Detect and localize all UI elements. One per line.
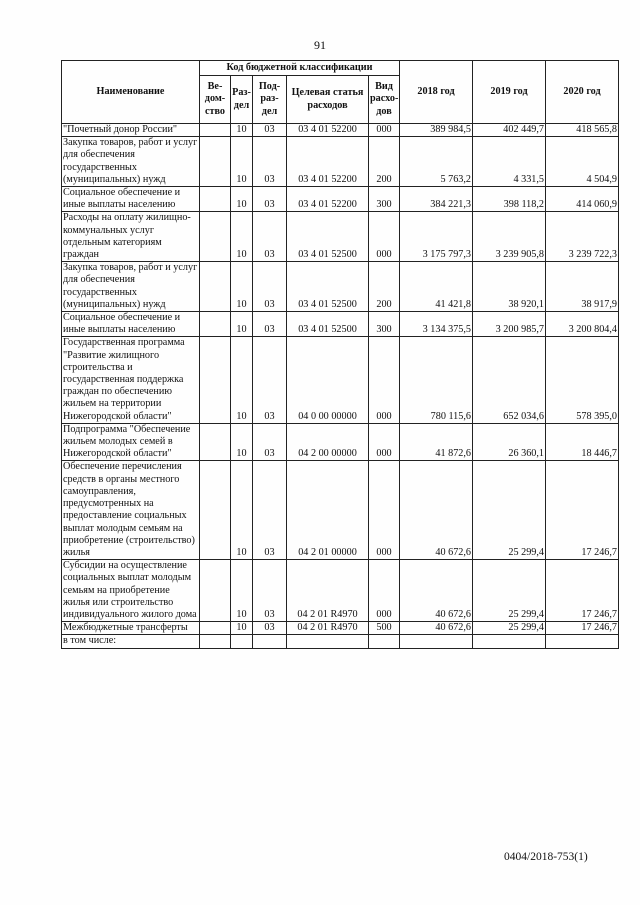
row-value-2020: 17 246,7 [546, 622, 619, 635]
row-subsection: 03 [253, 461, 287, 560]
header-classification-group: Код бюджетной классификации [200, 61, 400, 76]
header-expense-type: Вид расхо- дов [369, 76, 400, 124]
row-value-2020: 3 239 722,3 [546, 212, 619, 262]
row-value-2019: 3 239 905,8 [473, 212, 546, 262]
row-value-2018: 389 984,5 [400, 124, 473, 137]
row-subsection: 03 [253, 622, 287, 635]
row-value-2019: 402 449,7 [473, 124, 546, 137]
row-section: 10 [231, 560, 253, 622]
row-value-2020: 18 446,7 [546, 423, 619, 461]
row-section: 10 [231, 124, 253, 137]
row-target-article: 04 0 00 00000 [287, 337, 369, 423]
table-row [62, 124, 619, 137]
table-row [62, 560, 619, 622]
row-value-2020: 418 565,8 [546, 124, 619, 137]
row-subsection: 03 [253, 187, 287, 212]
row-name: Социальное обеспечение и иные выплаты населению [62, 312, 200, 337]
header-year-2019: 2019 год [473, 61, 546, 124]
row-expense-type [369, 635, 400, 648]
table-row [62, 423, 619, 461]
row-expense-type: 500 [369, 622, 400, 635]
row-section: 10 [231, 312, 253, 337]
row-subsection: 03 [253, 262, 287, 312]
header-subsection: Под- раз- дел [253, 76, 287, 124]
table-row [62, 635, 619, 648]
row-value-2020: 578 395,0 [546, 337, 619, 423]
row-department [200, 622, 231, 635]
row-value-2020: 17 246,7 [546, 461, 619, 560]
budget-table [61, 60, 619, 649]
row-value-2018: 3 134 375,5 [400, 312, 473, 337]
row-department [200, 137, 231, 187]
row-department [200, 423, 231, 461]
row-department [200, 124, 231, 137]
row-subsection: 03 [253, 560, 287, 622]
header-section: Раз- дел [231, 76, 253, 124]
row-section: 10 [231, 461, 253, 560]
header-name: Наименование [62, 61, 200, 124]
row-name: Обеспечение перечисления средств в органы местного самоуправления, предусмотренных на предоставление социальных выплат молодым семьям на приобретение (строительство) жилья [62, 461, 200, 560]
row-subsection: 03 [253, 312, 287, 337]
table-row [62, 312, 619, 337]
row-department [200, 262, 231, 312]
row-name: Закупка товаров, работ и услуг для обеспечения государственных (муниципальных) нужд [62, 262, 200, 312]
row-target-article [287, 635, 369, 648]
header-target-article: Целевая статья расходов [287, 76, 369, 124]
row-expense-type: 200 [369, 262, 400, 312]
row-department [200, 560, 231, 622]
row-value-2018: 40 672,6 [400, 461, 473, 560]
row-name: Социальное обеспечение и иные выплаты населению [62, 187, 200, 212]
row-expense-type: 000 [369, 337, 400, 423]
row-target-article: 04 2 01 R4970 [287, 560, 369, 622]
row-value-2019: 652 034,6 [473, 337, 546, 423]
row-subsection: 03 [253, 212, 287, 262]
header-year-2018: 2018 год [400, 61, 473, 124]
table-row [62, 622, 619, 635]
table-row [62, 337, 619, 423]
row-subsection: 03 [253, 124, 287, 137]
row-value-2018: 40 672,6 [400, 560, 473, 622]
row-expense-type: 300 [369, 312, 400, 337]
page-number: 91 [314, 38, 326, 52]
document-code: 0404/2018-753(1) [504, 851, 588, 863]
row-section: 10 [231, 622, 253, 635]
table-row [62, 187, 619, 212]
row-subsection: 03 [253, 137, 287, 187]
row-value-2019: 398 118,2 [473, 187, 546, 212]
row-value-2019: 26 360,1 [473, 423, 546, 461]
row-value-2019: 3 200 985,7 [473, 312, 546, 337]
row-section: 10 [231, 212, 253, 262]
row-section: 10 [231, 337, 253, 423]
row-value-2020: 17 246,7 [546, 560, 619, 622]
row-expense-type: 300 [369, 187, 400, 212]
row-value-2019: 25 299,4 [473, 560, 546, 622]
row-target-article: 03 4 01 52500 [287, 212, 369, 262]
row-name: Закупка товаров, работ и услуг для обеспечения государственных (муниципальных) нужд [62, 137, 200, 187]
row-target-article: 03 4 01 52500 [287, 262, 369, 312]
header-year-2020: 2020 год [546, 61, 619, 124]
row-value-2018: 5 763,2 [400, 137, 473, 187]
row-name: в том числе: [62, 635, 200, 648]
row-department [200, 187, 231, 212]
row-value-2018: 41 872,6 [400, 423, 473, 461]
table-row [62, 262, 619, 312]
row-value-2018: 384 221,3 [400, 187, 473, 212]
row-value-2020: 4 504,9 [546, 137, 619, 187]
row-subsection: 03 [253, 337, 287, 423]
row-target-article: 03 4 01 52200 [287, 187, 369, 212]
row-name: Субсидии на осуществление социальных выплат молодым семьям на приобретение жилья или строительство индивидуального жилого дома [62, 560, 200, 622]
row-target-article: 03 4 01 52200 [287, 124, 369, 137]
row-value-2020 [546, 635, 619, 648]
row-name: "Почетный донор России" [62, 124, 200, 137]
row-department [200, 635, 231, 648]
row-value-2020: 38 917,9 [546, 262, 619, 312]
row-value-2020: 414 060,9 [546, 187, 619, 212]
row-expense-type: 000 [369, 461, 400, 560]
row-target-article: 04 2 01 00000 [287, 461, 369, 560]
row-value-2019: 25 299,4 [473, 461, 546, 560]
row-target-article: 03 4 01 52500 [287, 312, 369, 337]
row-expense-type: 000 [369, 124, 400, 137]
row-expense-type: 000 [369, 423, 400, 461]
row-value-2018: 40 672,6 [400, 622, 473, 635]
row-value-2018: 780 115,6 [400, 337, 473, 423]
row-section: 10 [231, 262, 253, 312]
row-name: Государственная программа "Развитие жилищного строительства и государственная поддержка граждан по обеспечению жильем на территории Нижегородской области" [62, 337, 200, 423]
row-target-article: 04 2 01 R4970 [287, 622, 369, 635]
row-value-2018: 41 421,8 [400, 262, 473, 312]
row-department [200, 312, 231, 337]
row-value-2018: 3 175 797,3 [400, 212, 473, 262]
row-expense-type: 000 [369, 212, 400, 262]
row-section: 10 [231, 423, 253, 461]
row-value-2019 [473, 635, 546, 648]
row-value-2019: 38 920,1 [473, 262, 546, 312]
row-section: 10 [231, 187, 253, 212]
row-section: 10 [231, 137, 253, 187]
row-value-2019: 4 331,5 [473, 137, 546, 187]
row-target-article: 03 4 01 52200 [287, 137, 369, 187]
row-name: Расходы на оплату жилищно-коммунальных услуг отдельным категориям граждан [62, 212, 200, 262]
row-name: Межбюджетные трансферты [62, 622, 200, 635]
table-row [62, 212, 619, 262]
row-section [231, 635, 253, 648]
row-department [200, 337, 231, 423]
row-department [200, 212, 231, 262]
row-target-article: 04 2 00 00000 [287, 423, 369, 461]
row-subsection [253, 635, 287, 648]
row-subsection: 03 [253, 423, 287, 461]
header-department: Ве- дом- ство [200, 76, 231, 124]
table-row [62, 137, 619, 187]
table-row [62, 461, 619, 560]
row-value-2019: 25 299,4 [473, 622, 546, 635]
row-expense-type: 200 [369, 137, 400, 187]
row-name: Подпрограмма "Обеспечение жильем молодых семей в Нижегородской области" [62, 423, 200, 461]
row-expense-type: 000 [369, 560, 400, 622]
row-value-2020: 3 200 804,4 [546, 312, 619, 337]
row-department [200, 461, 231, 560]
row-value-2018 [400, 635, 473, 648]
